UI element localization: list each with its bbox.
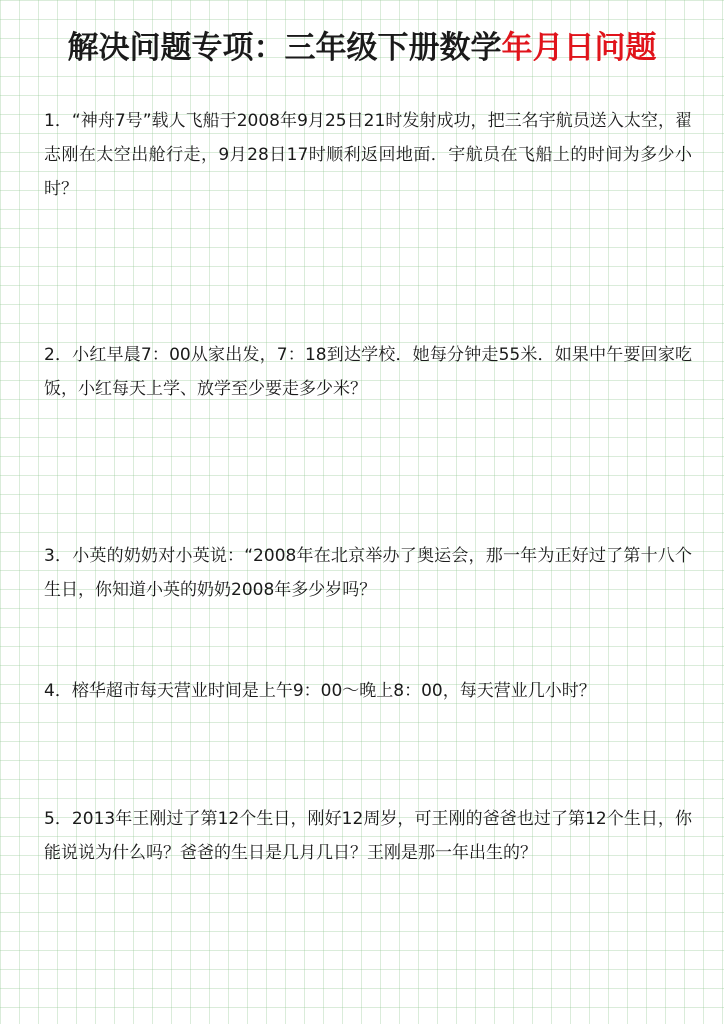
question-5: 5．2013年王刚过了第12个生日，刚好12周岁，可王刚的爸爸也过了第12个生日，你能说说为什么吗？爸爸的生日是几月几日？王刚是那一年出生的？	[44, 809, 692, 863]
question-1: 1．“神舟7号”载人飞船于2008年9月25日21时发射成功，把三名宇航员送入太空，翟志刚在太空出舱行走，9月28日17时顺利返回地面．宇航员在飞船上的时间为多少小时？	[44, 111, 692, 199]
question-4: 4．榕华超市每天营业时间是上午9：00～晚上8：00，每天营业几小时？	[44, 681, 596, 701]
title-main: 解决问题专项：三年级下册数学	[67, 30, 502, 66]
title-highlight: 年月日问题	[501, 30, 657, 66]
page-title	[0, 22, 724, 67]
question-3: 3．小英的奶奶对小英说：“2008年在北京举办了奥运会，那一年为正好过了第十八个生日，你知道小英的奶奶2008年多少岁吗？	[44, 546, 692, 600]
question-2: 2．小红早晨7：00从家出发，7：18到达学校．她每分钟走55米．如果中午要回家吃饭，小红每天上学、放学至少要走多少米？	[44, 345, 692, 399]
